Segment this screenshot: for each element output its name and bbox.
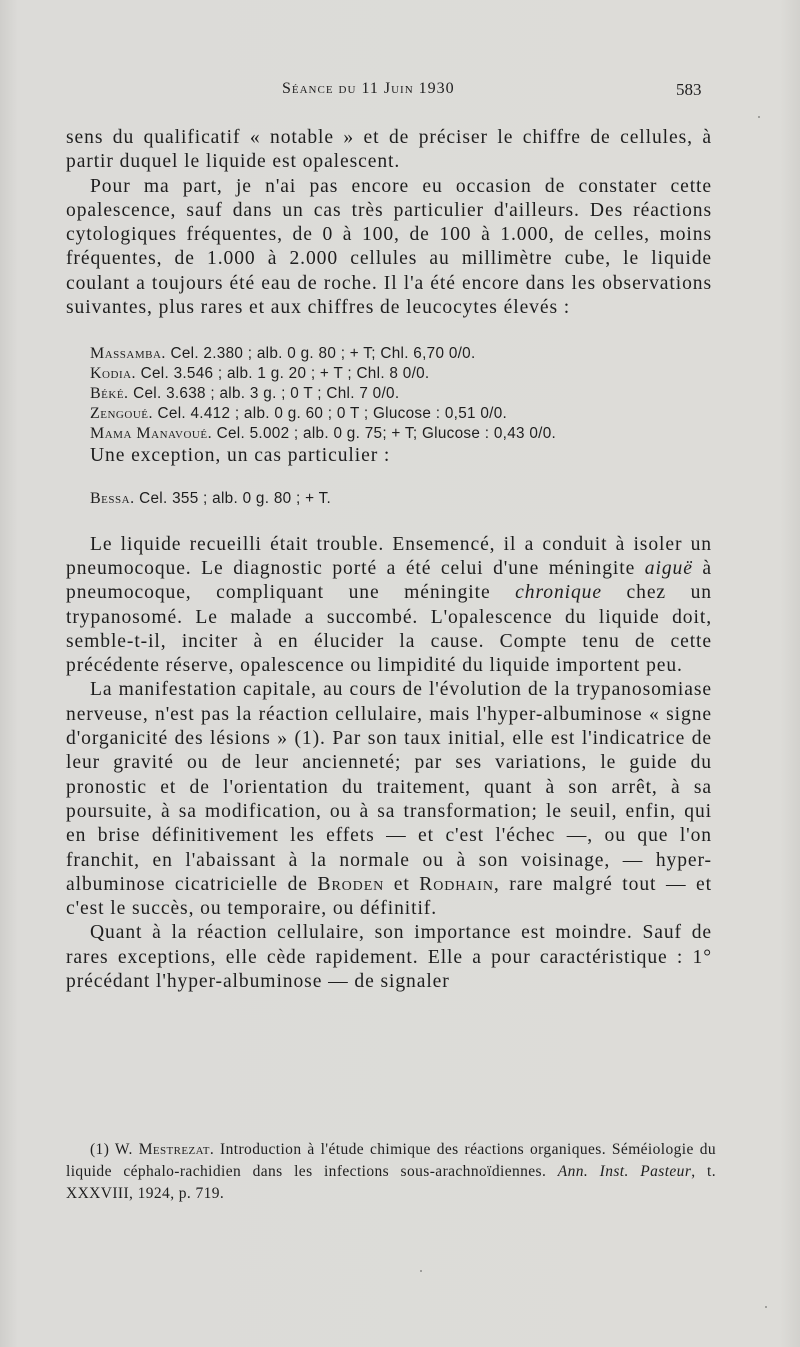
- paper-speck: [420, 1270, 422, 1272]
- running-head: Séance du 11 Juin 1930: [282, 80, 455, 97]
- paper-speck: [758, 116, 760, 118]
- case-name: Mama Manavoué.: [90, 425, 213, 443]
- case-entry: [90, 384, 712, 404]
- paragraph-3: [66, 533, 712, 679]
- paper-speck: [765, 1306, 767, 1308]
- footnote-text: [66, 1139, 716, 1205]
- page-header: [0, 80, 800, 104]
- case-entry: [90, 344, 712, 364]
- author-name: Mestrezat: [138, 1141, 210, 1158]
- case-details: Cel. 2.380 ; alb. 0 g. 80 ; + T; Chl. 6,70 0/0.: [165, 345, 476, 363]
- paragraph-1: sens du qualificatif « notable » et de préciser le chiffre de cellules, à partir duquel le liquide est opalescent.: [66, 127, 712, 173]
- text-run: (1) W.: [90, 1141, 139, 1158]
- journal-title: Ann. Inst. Pasteur: [557, 1163, 692, 1180]
- case-details: Cel. 4.412 ; alb. 0 g. 60 ; 0 T ; Glucose : 0,51 0/0.: [153, 405, 508, 423]
- paragraph-5: Quant à la réaction cellulaire, son importance est moindre. Sauf de rares exceptions, elle cède rapidement. Elle a pour caractéristique : 1° précédant l'hyper-albuminose — de signaler: [66, 922, 712, 993]
- italic-term: chronique: [515, 582, 602, 604]
- exception-case: [90, 489, 712, 509]
- text-run: chez un trypanosomé. Le malade a succombé. L'opalescence du liquide doit, semble-t-il, inciter à en élucider la cause. Compte tenu de cette précédente réserve, opalescence ou limpidité du liquide importent peu.: [66, 582, 712, 677]
- text-run: à pneumocoque, compliquant une méningite: [66, 557, 712, 604]
- author-name: Broden: [317, 873, 385, 895]
- case-name: Kodia.: [90, 365, 137, 383]
- case-list: [90, 344, 712, 444]
- case-entry: [90, 364, 712, 384]
- case-entry: [90, 489, 712, 509]
- text-run: , rare malgré tout — et c'est le succès, ou temporaire, ou définitif.: [66, 873, 712, 920]
- exception-intro: Une exception, un cas particulier :: [90, 445, 391, 467]
- case-name: Massamba.: [90, 345, 166, 363]
- italic-term: aiguë: [644, 557, 693, 579]
- author-name: Rodhain: [419, 873, 494, 895]
- paragraph-4: [66, 678, 712, 921]
- main-text: [66, 126, 712, 994]
- case-entry: [90, 404, 712, 424]
- text-run: , t. XXXVIII, 1924, p. 719.: [66, 1163, 716, 1202]
- text-run: Le liquide recueilli était trouble. Ensemencé, il a conduit à isoler un pneumocoque. Le diagnostic porté a été celui d'une méningite: [66, 533, 712, 579]
- paragraph-2: Pour ma part, je n'ai pas encore eu occasion de constater cette opalescence, sauf dans un cas très particulier d'ailleurs. Des réactions cytologiques fréquentes, de 0 à 100, de 100 à 1.000, de celles, moins fréquentes, de 1.000 à 2.000 cellules au millimètre cube, le liquide coulant a toujours été eau de roche. Il l'a été encore dans les observations suivantes, plus rares et aux chiffres de leucocytes élevés :: [66, 175, 712, 319]
- text-run: et: [384, 873, 420, 895]
- footnote: [66, 1139, 716, 1205]
- case-entry: [90, 424, 712, 444]
- case-details: Cel. 3.638 ; alb. 3 g. ; 0 T ; Chl. 7 0/0.: [128, 385, 400, 403]
- case-details: Cel. 355 ; alb. 0 g. 80 ; + T.: [134, 489, 332, 507]
- page-number: 583: [676, 80, 702, 99]
- case-name: Béké.: [90, 385, 129, 403]
- case-details: Cel. 5.002 ; alb. 0 g. 75; + T; Glucose : 0,43 0/0.: [212, 425, 557, 443]
- case-name: Bessa.: [90, 489, 135, 507]
- case-name: Zengoué.: [90, 405, 153, 423]
- case-details: Cel. 3.546 ; alb. 1 g. 20 ; + T ; Chl. 8 0/0.: [136, 365, 430, 383]
- text-run: . Introduction à l'étude chimique des réactions organiques. Séméiologie du liquide céphalo-rachidien dans les infections sous-arachnoïdiennes.: [66, 1141, 716, 1180]
- text-run: La manifestation capitale, au cours de l'évolution de la trypanosomiase nerveuse, n'est pas la réaction cellulaire, mais l'hyper-albuminose « signe d'organicité des lésions » (1). Par son taux initial, elle est l'indicatrice de leur gravité ou de leur ancienneté; par ses variations, le guide du pronostic et de l'orientation du traitement, quant à son arrêt, à sa poursuite, à sa modification, ou à sa transformation; le seuil, enfin, qui en brise définitivement les effets — et c'est l'échec —, ou que l'on franchit, en l'abaissant à la normale ou à son voisinage, — hyper-albuminose cicatricielle de: [66, 679, 712, 895]
